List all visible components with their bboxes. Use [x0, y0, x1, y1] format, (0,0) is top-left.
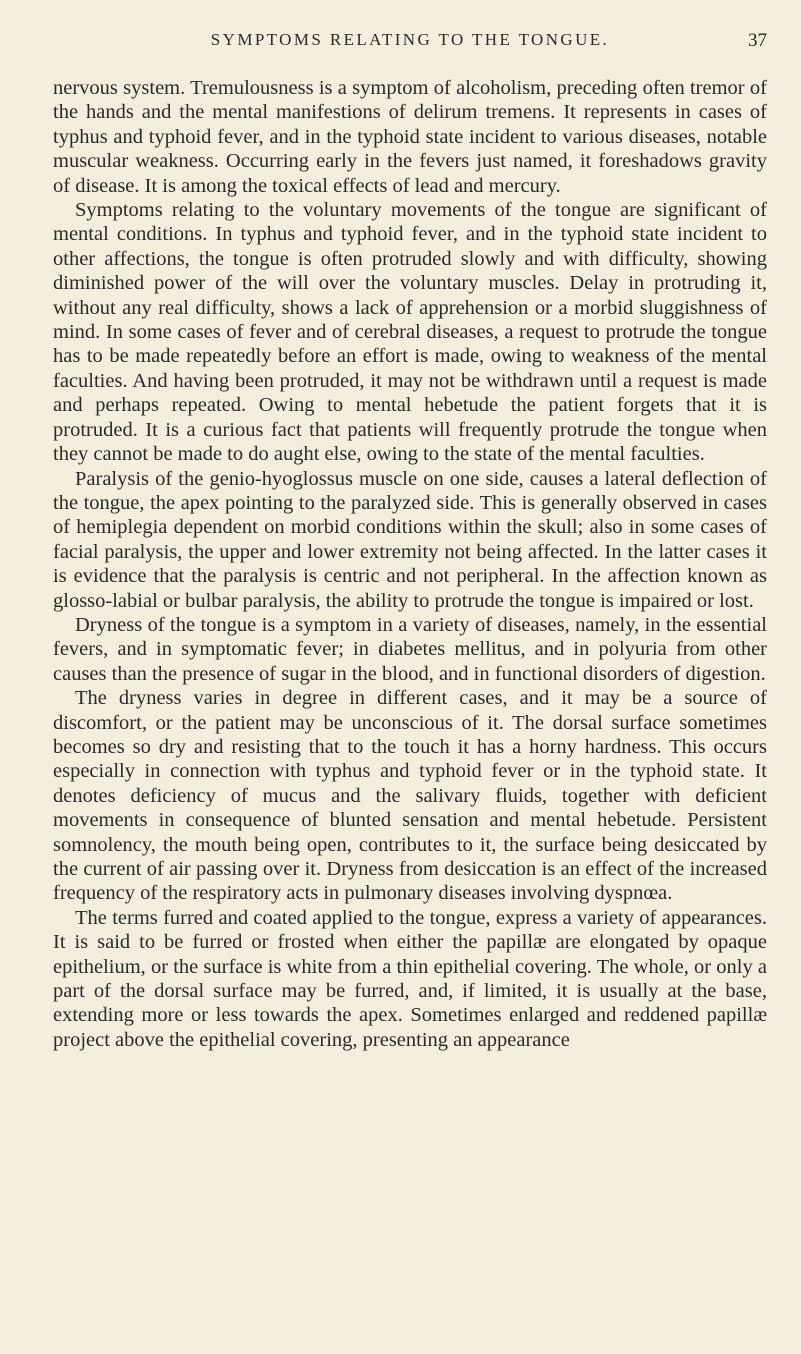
paragraph: The terms furred and coated applied to the tongue, express a variety of appearances. It is said to be furred or frosted when either the papillæ are elongated by opaque epithelium, or the surface is white from a thin epithelial covering. The whole, or only a part of the dorsal surface may be furred, and, if limited, it is usually at the base, extending more or less towards the apex. Sometimes enlarged and reddened papillæ project above the epithelial covering, presenting an appearance	[53, 906, 767, 1051]
running-title: SYMPTOMS RELATING TO THE TONGUE.	[210, 30, 610, 49]
paragraph: Dryness of the tongue is a symptom in a variety of diseases, namely, in the essential fevers, and in symptomatic fever; in diabetes mellitus, and in polyuria from other causes than the presence of sugar in the blood, and in functional disorders of digestion.	[53, 613, 767, 685]
body-text	[53, 76, 767, 1052]
paragraph: Symptoms relating to the voluntary movements of the tongue are significant of mental conditions. In typhus and typhoid fever, and in the typhoid state incident to other affections, the tongue is often protruded slowly and with difficulty, showing diminished power of the will over the voluntary muscles. Delay in protruding it, without any real difficulty, shows a lack of apprehension or a morbid sluggishness of mind. In some cases of fever and of cerebral diseases, a request to protrude the tongue has to be made repeatedly before an effort is made, owing to weakness of the mental faculties. And having been protruded, it may not be withdrawn until a request is made and perhaps repeated. Owing to mental hebetude the patient forgets that it is protruded. It is a curious fact that patients will frequently protrude the tongue when they cannot be made to do aught else, owing to the state of the mental faculties.	[53, 199, 767, 466]
page-number: 37	[748, 30, 767, 51]
paragraph: The dryness varies in degree in different cases, and it may be a source of discomfort, or the patient may be unconscious of it. The dorsal surface sometimes becomes so dry and resisting that to the touch it has a horny hardness. This occurs especially in connection with typhus and typhoid fever or in the typhoid state. It denotes deficiency of mucus and the salivary fluids, together with deficient movements in consequence of blunted sensation and mental hebetude. Persistent somnolency, the mouth being open, contributes to it, the surface being desiccated by the current of air passing over it. Dryness from desiccation is an effect of the increased frequency of the respiratory acts in pulmonary diseases involving dyspnœa.	[53, 687, 767, 905]
paragraph: Paralysis of the genio-hyoglossus muscle on one side, causes a lateral deflection of the tongue, the apex pointing to the paralyzed side. This is generally observed in cases of hemiplegia dependent on morbid conditions within the skull; also in some cases of facial paralysis, the upper and lower extremity not being affected. In the latter cases it is evidence that the paralysis is centric and not peripheral. In the affection known as glosso-labial or bulbar paralysis, the ability to protrude the tongue is impaired or lost.	[53, 467, 767, 612]
paragraph: nervous system. Tremulousness is a symptom of alcoholism, preceding often tremor of the hands and the mental manifestions of delirum tremens. It represents in cases of typhus and typhoid fever, and in the typhoid state incident to various diseases, notable muscular weakness. Occurring early in the fevers just named, it foreshadows gravity of disease. It is among the toxical effects of lead and mercury.	[53, 77, 767, 197]
page-header	[53, 30, 767, 54]
